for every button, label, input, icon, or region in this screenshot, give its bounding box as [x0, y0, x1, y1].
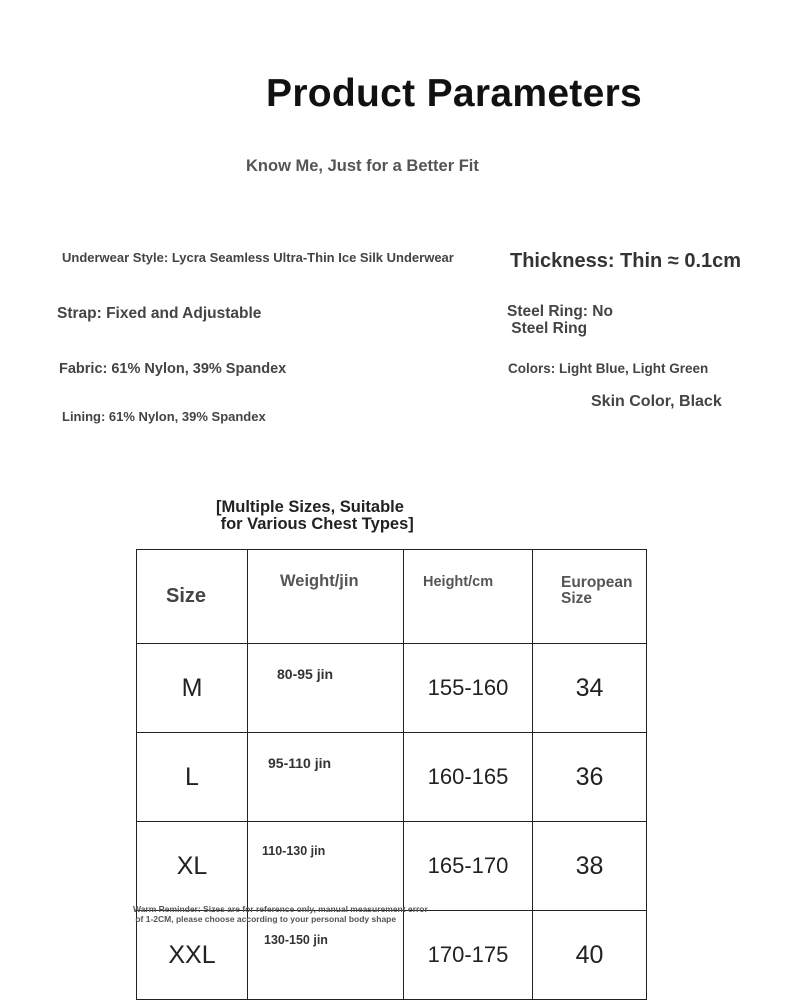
cell-height: 155-160: [404, 644, 533, 733]
cell-size: M: [137, 644, 248, 733]
cell-weight: 95-110 jin: [248, 733, 404, 822]
param-colors-continued: Skin Color, Black: [591, 393, 722, 410]
warm-reminder: Warm Reminder: Sizes are for reference only, manual measurement error of 1-2CM, please choose according to your personal body shape: [133, 904, 428, 924]
size-table-header-row: [137, 550, 647, 644]
cell-height: 170-175: [404, 911, 533, 1000]
header-height: Height/cm: [404, 550, 533, 644]
header-european-size: European Size: [533, 550, 647, 644]
cell-height: 160-165: [404, 733, 533, 822]
param-fabric: Fabric: 61% Nylon, 39% Spandex: [59, 361, 287, 377]
cell-size: XXL: [137, 911, 248, 1000]
cell-european-size: 34: [533, 644, 647, 733]
table-row: [137, 733, 647, 822]
size-table-heading: [Multiple Sizes, Suitable for Various Chest Types]: [216, 498, 414, 533]
header-size: Size: [137, 550, 248, 644]
param-colors: Colors: Light Blue, Light Green: [508, 361, 709, 376]
param-thickness: Thickness: Thin ≈ 0.1cm: [510, 250, 742, 272]
cell-european-size: 38: [533, 822, 647, 911]
page-subtitle: Know Me, Just for a Better Fit: [246, 157, 479, 175]
cell-european-size: 36: [533, 733, 647, 822]
cell-weight: 130-150 jin: [248, 911, 404, 1000]
header-weight: Weight/jin: [248, 550, 404, 644]
cell-height: 165-170: [404, 822, 533, 911]
param-steel-ring: Steel Ring: No Steel Ring: [507, 303, 613, 337]
table-row: [137, 822, 647, 911]
cell-size: XL: [137, 822, 248, 911]
table-row: [137, 644, 647, 733]
cell-weight: 80-95 jin: [248, 644, 404, 733]
cell-european-size: 40: [533, 911, 647, 1000]
param-strap: Strap: Fixed and Adjustable: [57, 305, 262, 322]
cell-weight: 110-130 jin: [248, 822, 404, 911]
cell-size: L: [137, 733, 248, 822]
page-title: Product Parameters: [266, 72, 643, 115]
param-underwear-style: Underwear Style: Lycra Seamless Ultra-Thin Ice Silk Underwear: [62, 250, 454, 265]
size-table: [136, 549, 647, 1000]
param-lining: Lining: 61% Nylon, 39% Spandex: [62, 409, 266, 424]
